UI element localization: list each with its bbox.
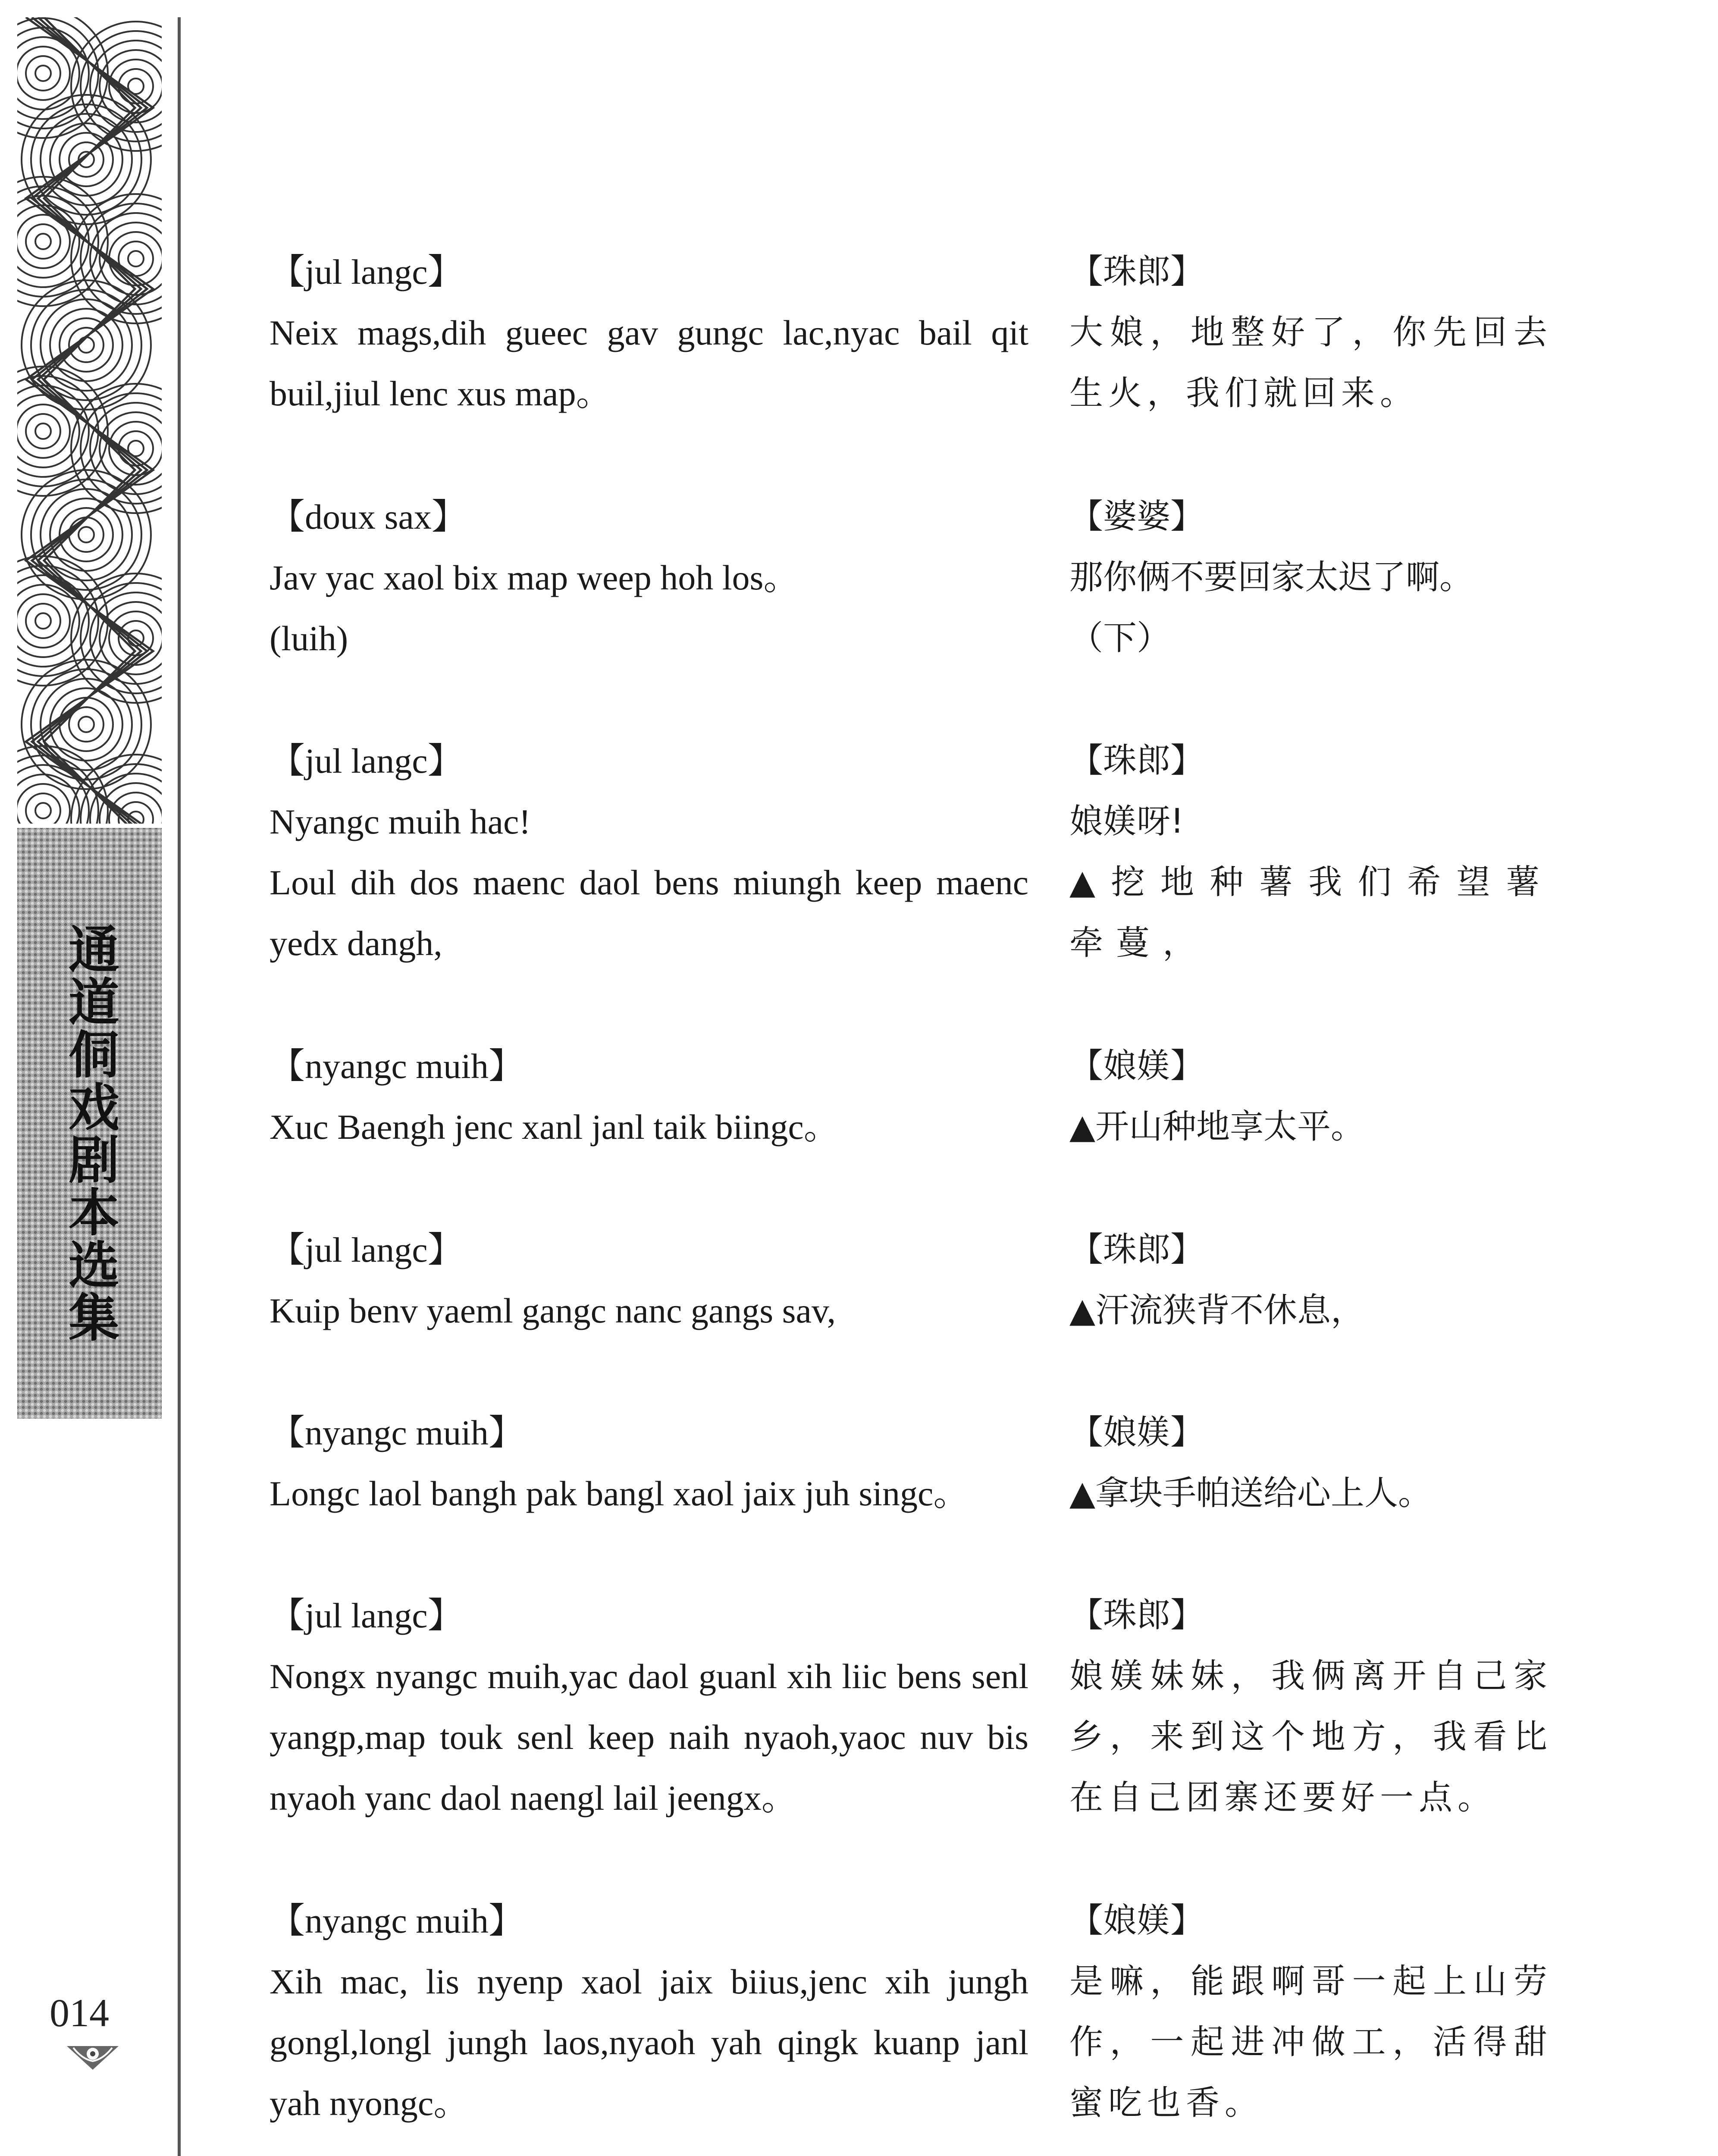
speaker-dong: 【jul langc】 [270, 741, 463, 780]
dong-column [270, 1890, 1028, 2134]
speaker-chinese: 【娘媄】 [1069, 1047, 1204, 1085]
chinese-column [1069, 1219, 1552, 1341]
speaker-dong: 【nyangc muih】 [270, 1413, 524, 1452]
speaker-chinese: 【珠郎】 [1069, 252, 1204, 291]
dong-column [270, 1585, 1028, 1828]
line-chinese: ▲拿块手帕送给心上人。 [1069, 1474, 1432, 1513]
page-number: 014 [50, 1991, 109, 2035]
book-title: 通道侗戏剧本选集 [60, 923, 119, 1344]
dong-column [270, 1219, 1028, 1341]
speaker-dong: 【jul langc】 [270, 1596, 463, 1635]
speaker-dong: 【nyangc muih】 [270, 1901, 524, 1940]
line-dong: Nyangc muih hac! [270, 802, 531, 841]
chinese-column [1069, 730, 1552, 974]
line-dong: Xuc Baengh jenc xanl janl taik biingc。 [270, 1107, 839, 1147]
chinese-column [1069, 1585, 1552, 1828]
stage-direction-dong: (luih) [270, 619, 348, 658]
line-chinese: 娘媄呀! [1069, 802, 1184, 841]
line-dong: Loul dih dos maenc daol bens miungh keep maenc yedx dangh, [270, 863, 1028, 963]
chinese-column [1069, 241, 1552, 424]
chinese-column [1069, 486, 1552, 669]
line-dong: Xih mac, lis nyenp xaol jaix biius,jenc xih jungh gongl,longl jungh laos,nyaoh yah qingk kuanp janl yah nyongc。 [270, 1962, 1028, 2123]
line-dong: Nongx nyangc muih,yac daol guanl xih liic bens senl yangp,map touk senl keep naih nyaoh,yaoc nuv bis nyaoh yanc daol naengl lail jeengx。 [270, 1657, 1028, 1818]
dong-column [270, 1402, 1028, 1524]
line-chinese: 大娘，地整好了，你先回去生火，我们就回来。 [1069, 313, 1552, 413]
line-chinese: ▲挖地种薯我们希望薯牵蔓， [1069, 863, 1552, 962]
line-dong: Jav yac xaol bix map weep hoh los。 [270, 558, 799, 597]
dong-column [270, 486, 1028, 669]
dong-column [270, 730, 1028, 974]
line-chinese: 是嘛，能跟啊哥一起上山劳作，一起进冲做工，活得甜蜜吃也香。 [1069, 1962, 1552, 2122]
speaker-chinese: 【婆婆】 [1069, 497, 1204, 536]
chinese-column [1069, 1402, 1552, 1524]
decorative-wave-pattern [17, 17, 162, 824]
line-dong: Kuip benv yaeml gangc nanc gangs sav, [270, 1291, 836, 1330]
speaker-dong: 【doux sax】 [270, 497, 467, 536]
line-dong: Neix mags,dih gueec gav gungc lac,nyac bail qit buil,jiul lenc xus map。 [270, 313, 1028, 413]
speaker-chinese: 【娘媄】 [1069, 1901, 1204, 1940]
speaker-dong: 【nyangc muih】 [270, 1047, 524, 1086]
chinese-column [1069, 1036, 1552, 1157]
stage-direction-chinese: （下） [1069, 619, 1171, 658]
page-number-ornament-icon [65, 2042, 121, 2074]
chinese-column [1069, 1890, 1552, 2134]
dong-column [270, 1036, 1028, 1157]
line-chinese: ▲开山种地享太平。 [1069, 1107, 1364, 1146]
speaker-dong: 【jul langc】 [270, 1230, 463, 1269]
line-chinese: ▲汗流狭背不休息， [1069, 1291, 1364, 1330]
speaker-chinese: 【娘媄】 [1069, 1413, 1204, 1452]
book-title-band [17, 828, 162, 1419]
line-dong: Longc laol bangh pak bangl xaol jaix juh singc。 [270, 1474, 969, 1513]
speaker-chinese: 【珠郎】 [1069, 1596, 1204, 1635]
dong-column [270, 241, 1028, 424]
page-divider-line [178, 17, 181, 2156]
line-chinese: 娘媄妹妹，我俩离开自己家乡，来到这个地方，我看比在自己团寨还要好一点。 [1069, 1657, 1552, 1817]
speaker-chinese: 【珠郎】 [1069, 741, 1204, 780]
line-chinese: 那你俩不要回家太迟了啊。 [1069, 558, 1473, 597]
speaker-chinese: 【珠郎】 [1069, 1230, 1204, 1269]
speaker-dong: 【jul langc】 [270, 252, 463, 291]
